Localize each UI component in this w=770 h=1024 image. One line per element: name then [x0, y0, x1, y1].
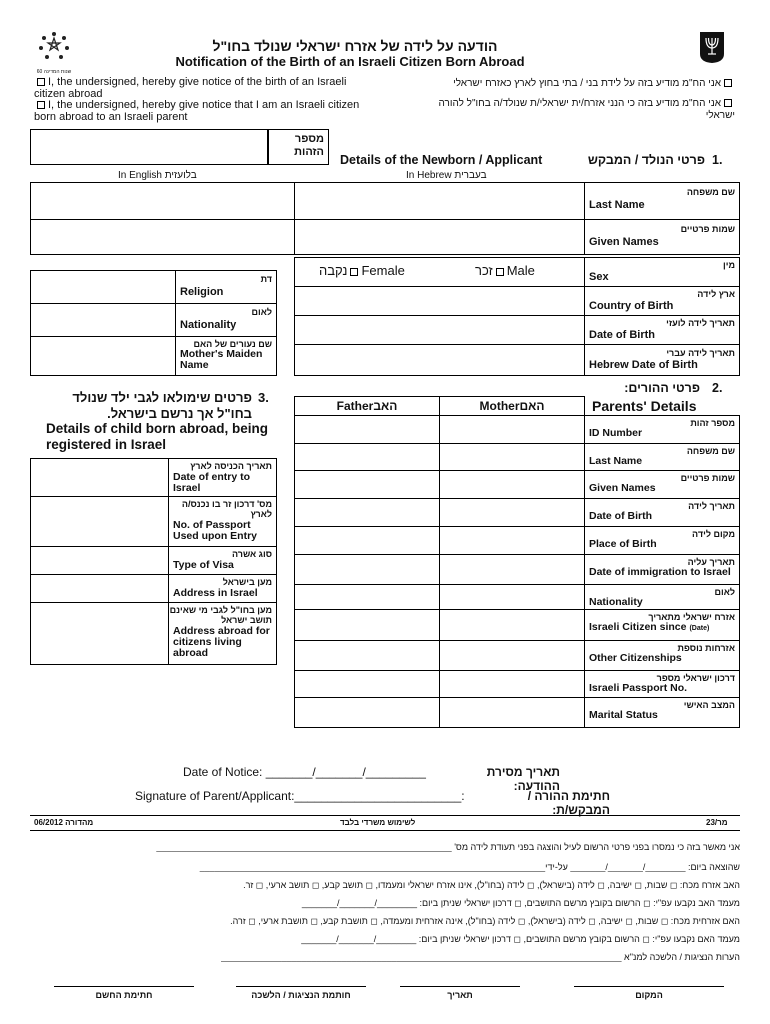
- father-field-3[interactable]: [294, 498, 440, 527]
- female-he-label: נקבה: [319, 263, 348, 278]
- parent-row-label-4: [584, 526, 740, 555]
- label-en: Address abroad for citizens living abroad: [173, 625, 270, 659]
- label-en-text: Israeli Citizen since: [589, 621, 687, 633]
- label-en: [585, 456, 739, 467]
- label-en: Mother's Maiden Name: [180, 348, 263, 371]
- signature-en[interactable]: Signature of Parent/Applicant:_________________________:: [135, 789, 465, 803]
- label-en: [585, 597, 739, 608]
- mother-field-4[interactable]: [439, 526, 585, 555]
- female-label: Female: [361, 263, 405, 278]
- logo-caption: שנות המדינה 60: [36, 69, 72, 75]
- mother-field-3[interactable]: [439, 498, 585, 527]
- label-he: דת: [260, 274, 272, 284]
- date-of-notice-he: תאריך מסירת ההודעה:: [486, 765, 560, 793]
- label-he: תאריך לידה עברי: [666, 348, 735, 358]
- mother-field-9[interactable]: [439, 670, 585, 698]
- child-field-3[interactable]: [30, 574, 169, 603]
- section1-title-en: Details of the Newborn / Applicant: [340, 153, 543, 167]
- label-en-text: Last Name: [589, 455, 643, 467]
- label-en-text: Date of immigration to Israel: [589, 566, 731, 578]
- star-logo-icon: [36, 28, 72, 64]
- section2-title-en: Parents' Details: [592, 398, 697, 414]
- section1-number: 1.: [712, 153, 723, 167]
- office-divider: [30, 815, 740, 816]
- label-en: Last Name: [589, 199, 645, 211]
- label-en: Address in Israel: [173, 587, 258, 599]
- label-he: שמות פרטיים: [680, 224, 735, 234]
- label-he: דרכון ישראלי מספר: [656, 673, 735, 683]
- child-row-label-2: [168, 546, 277, 575]
- office-line-6[interactable]: הערות הנציגות / הלשכה למנ"א ________________________________________________________________________________: [221, 952, 740, 962]
- section1-title-he: פרטי הנולד / המבקש: [587, 153, 705, 167]
- mother-field-0[interactable]: [439, 415, 585, 444]
- date-note: (Date): [689, 625, 710, 632]
- state-emblem: [698, 30, 726, 64]
- last-name-hebrew-field[interactable]: [294, 182, 585, 220]
- label-en: Sex: [589, 271, 609, 283]
- parent-row-label-3: [584, 498, 740, 527]
- id-number-label-box: [268, 129, 329, 165]
- parent-row-label-0: [584, 415, 740, 444]
- label-en-text: ID Number: [589, 427, 643, 439]
- label-he: שם נעורים של האם: [193, 339, 272, 349]
- given-names-english-field[interactable]: [30, 219, 295, 255]
- id-number-field[interactable]: [30, 129, 268, 165]
- id-number-label: מספר הזהות: [294, 133, 324, 158]
- label-he: המצב האישי: [683, 700, 735, 710]
- anniversary-logo: [36, 28, 72, 75]
- office-use-label: לשימוש משרדי בלבד: [340, 818, 416, 827]
- child-row-label-4: [168, 602, 277, 665]
- signature-line-2[interactable]: [400, 986, 520, 987]
- country-of-birth-field[interactable]: [294, 286, 585, 316]
- mother-field-2[interactable]: [439, 470, 585, 499]
- father-field-8[interactable]: [294, 640, 440, 671]
- father-column-header: [294, 396, 440, 416]
- sex-options-cell: [294, 257, 585, 287]
- parent-row-label-10: [584, 697, 740, 728]
- label-en: Given Names: [589, 236, 659, 248]
- mother-field-5[interactable]: [439, 554, 585, 585]
- label-en: Country of Birth: [589, 300, 674, 312]
- mother-field-8[interactable]: [439, 640, 585, 671]
- mother-field-10[interactable]: [439, 697, 585, 728]
- office-line-2[interactable]: האב אזרח מכח: ◻ שבות, ◻ ישיבה, ◻ לידה (בישראל), ◻ לידה (בחו"ל), אינו אזרח ישראלי ומעמדו, ◻ תושב קבע, ◻ תושב ארעי, ◻ זר.: [243, 880, 740, 890]
- sex-label: [584, 257, 740, 287]
- mother-field-7[interactable]: [439, 609, 585, 641]
- label-he: תאריך לידה: [688, 501, 735, 511]
- date-of-birth-field[interactable]: [294, 315, 585, 345]
- parent-row-label-6: [584, 584, 740, 610]
- label-he: תאריך עליה: [687, 557, 735, 567]
- sex-male-option[interactable]: [475, 263, 535, 278]
- checkbox-icon[interactable]: [37, 101, 45, 109]
- date-of-birth-label: [584, 315, 740, 345]
- father-field-2[interactable]: [294, 470, 440, 499]
- col-english-label: In English בלועזית: [118, 170, 197, 181]
- label-he: תאריך לידה לועזי: [666, 318, 735, 328]
- mother-field-6[interactable]: [439, 584, 585, 610]
- label-en: Date of Birth: [589, 329, 655, 341]
- label-he: מס' דרכון זר בו נכנס/ה לארץ: [181, 499, 272, 519]
- child-row-label-0: [168, 458, 277, 497]
- signature-line-0[interactable]: [54, 986, 194, 987]
- option-birth-notice-en[interactable]: I, the undersigned, hereby give notice of the birth of an Israeli citizen abroad: [34, 76, 347, 100]
- given-names-label: [584, 219, 740, 255]
- office-line-4[interactable]: האם אזרחית מכח: ◻ שבות, ◻ ישיבה, ◻ לידה (בישראל), ◻ לידה (בחו"ל), אינה אזרחית ומעמדה, ◻ תושבת קבע, ◻ תושבת ארעי, ◻ זרה.: [230, 916, 740, 926]
- office-divider-2: [30, 830, 740, 831]
- label-en: [585, 683, 739, 694]
- parent-row-label-9: [584, 670, 740, 698]
- father-field-0[interactable]: [294, 415, 440, 444]
- given-names-hebrew-field[interactable]: [294, 219, 585, 255]
- mother-field-1[interactable]: [439, 443, 585, 471]
- parent-row-label-7: [584, 609, 740, 641]
- parent-row-label-8: [584, 640, 740, 671]
- office-line-5[interactable]: מעמד האם נקבעו עפ"י: ◻ הרשום בקובץ מרשם התושבים, ◻ דרכון ישראלי שניתן ביום: ________/_______/_______: [301, 934, 740, 944]
- label-en: Date of entry to Israel: [173, 471, 251, 494]
- label-en-text: Nationality: [589, 596, 643, 608]
- male-label: Male: [506, 263, 535, 278]
- option-birth-notice-he[interactable]: אני הח"מ מודיע בזה על לידת בני / בתי בחוץ לארץ כאזרח ישראלי: [410, 78, 735, 90]
- form-title-hebrew: הודעה על לידה של אזרח ישראלי שנולד בחו"ל: [212, 38, 498, 54]
- label-en: [585, 539, 739, 550]
- checkbox-icon[interactable]: [350, 268, 358, 276]
- country-of-birth-label: [584, 286, 740, 316]
- section3-number: 3.: [258, 390, 269, 405]
- form-title-english: Notification of the Birth of an Israeli Citizen Born Abroad: [175, 54, 525, 69]
- mothers-maiden-name-label: [175, 336, 277, 376]
- father-field-5[interactable]: [294, 554, 440, 585]
- label-he: לאום: [251, 307, 272, 317]
- signature-he: חתימת ההורה / המבקש/ת:: [527, 789, 610, 817]
- father-field-10[interactable]: [294, 697, 440, 728]
- mothers-maiden-name-field[interactable]: [30, 336, 176, 376]
- label-en: No. of Passport Used upon Entry: [173, 519, 258, 542]
- label-en-text: Date of Birth: [589, 510, 652, 522]
- label-he: מספר זהות: [690, 418, 735, 428]
- label-en-text: Marital Status: [589, 709, 658, 721]
- sex-female-option[interactable]: [319, 263, 405, 278]
- religion-field[interactable]: [30, 270, 176, 304]
- signature-label-3: המקום: [635, 990, 663, 1000]
- label-he: אזרח ישראלי מתאריך: [648, 612, 735, 622]
- date-of-notice-en[interactable]: Date of Notice: _______/_______/_________: [183, 765, 426, 779]
- label-he: מין: [723, 260, 735, 270]
- father-field-7[interactable]: [294, 609, 440, 641]
- label-en: Nationality: [180, 319, 237, 331]
- office-line-3[interactable]: מעמד האב נקבעו עפ"י: ◻ הרשום בקובץ מרשם התושבים, ◻ דרכון ישראלי שניתן ביום: ________/_______/_______: [301, 898, 740, 908]
- label-he: סוג אשרה: [231, 549, 272, 559]
- child-row-label-1: [168, 496, 277, 547]
- label-en: [585, 483, 739, 494]
- parent-row-label-1: [584, 443, 740, 471]
- last-name-label: [584, 182, 740, 220]
- label-en-text: Place of Birth: [589, 538, 657, 550]
- label-en: [585, 622, 739, 634]
- label-he: שם משפחה: [686, 446, 735, 456]
- checkbox-icon[interactable]: [724, 99, 732, 107]
- label-en: [585, 653, 739, 664]
- checkbox-icon[interactable]: [496, 268, 504, 276]
- label-en: Religion: [180, 286, 224, 298]
- label-he: לאום: [714, 587, 735, 597]
- father-field-9[interactable]: [294, 670, 440, 698]
- label-en: Type of Visa: [173, 559, 234, 571]
- father-field-1[interactable]: [294, 443, 440, 471]
- label-en: [585, 428, 739, 439]
- male-he-label: זכר: [475, 263, 493, 278]
- office-line-1[interactable]: שהוצאה ביום: ________/_______/_______ על-ידי_____________________________________________________________________: [199, 862, 740, 872]
- label-en: [585, 710, 739, 721]
- section3-title-en: Details of child born abroad, being registered in Israel: [46, 421, 269, 452]
- option-self-notice-en[interactable]: I, the undersigned, hereby give notice that I am an Israeli citizen born abroad to an Israeli parent: [34, 99, 360, 123]
- label-he: מקום לידה: [692, 529, 735, 539]
- section2-number: 2.: [712, 381, 723, 395]
- option-self-notice-he[interactable]: אני הח"מ מודיע בזה כי הנני אזרח/ית ישראלי/ת שנולד/ה בחו"ל להורה ישראלי: [438, 98, 735, 121]
- father-header-text: Fatherהאב: [336, 399, 398, 413]
- label-en: Hebrew Date of Birth: [589, 359, 698, 371]
- label-en-text: Israeli Passport No.: [589, 682, 688, 694]
- nationality-label: [175, 303, 277, 337]
- mother-header-text: Motherהאם: [479, 399, 545, 413]
- section3-title-he: פרטים שימולאו לגבי ילד שנולד בחו"ל אך נרשם בישראל.: [72, 390, 252, 421]
- signature-label-2: תאריך: [447, 990, 473, 1000]
- label-en: [585, 567, 739, 578]
- label-he: אזרחות נוספת: [677, 643, 735, 653]
- child-row-label-3: [168, 574, 277, 603]
- checkbox-icon[interactable]: [724, 79, 732, 87]
- signature-label-1: חותמת הנציגות / הלשכה: [251, 990, 351, 1000]
- edition-label: 06/2012 מהדורה: [34, 818, 94, 827]
- signature-label-0: חתימת החשם: [95, 990, 153, 1000]
- office-line-0[interactable]: אני מאשר בזה כי נמסרו בפני פרטי הרשום לעיל והוצגה בפני תעודת לידה מס' ___________________________________________________________: [156, 842, 740, 852]
- parent-row-label-5: [584, 554, 740, 585]
- mother-column-header: [439, 396, 585, 416]
- signature-line-3[interactable]: [574, 986, 724, 987]
- child-field-2[interactable]: [30, 546, 169, 575]
- child-field-4[interactable]: [30, 602, 169, 665]
- hebrew-date-of-birth-field[interactable]: [294, 344, 585, 376]
- father-field-6[interactable]: [294, 584, 440, 610]
- father-field-4[interactable]: [294, 526, 440, 555]
- label-he: מען בישראל: [222, 577, 272, 587]
- child-field-1[interactable]: [30, 496, 169, 547]
- label-en-text: Given Names: [589, 482, 656, 494]
- parent-row-label-2: [584, 470, 740, 499]
- label-he: שמות פרטיים: [680, 473, 735, 483]
- child-field-0[interactable]: [30, 458, 169, 497]
- religion-label: [175, 270, 277, 304]
- label-he: תאריך הכניסה לארץ: [190, 461, 272, 471]
- signature-line-1[interactable]: [236, 986, 366, 987]
- last-name-english-field[interactable]: [30, 182, 295, 220]
- label-he: ארץ לידה: [697, 289, 735, 299]
- checkbox-icon[interactable]: [37, 78, 45, 86]
- label-en-text: Other Citizenships: [589, 652, 682, 664]
- nationality-field[interactable]: [30, 303, 176, 337]
- menorah-emblem-icon: [698, 30, 726, 64]
- label-he: מען בחו"ל לגבי מי שאינם תושב ישראל: [169, 605, 272, 625]
- label-en: [585, 511, 739, 522]
- section2-title-he: פרטי ההורים:: [624, 381, 700, 395]
- col-hebrew-label: In Hebrew בעברית: [406, 170, 487, 181]
- form-code-label: מר/23: [706, 818, 728, 827]
- hebrew-date-of-birth-label: [584, 344, 740, 376]
- label-he: שם משפחה: [686, 187, 735, 197]
